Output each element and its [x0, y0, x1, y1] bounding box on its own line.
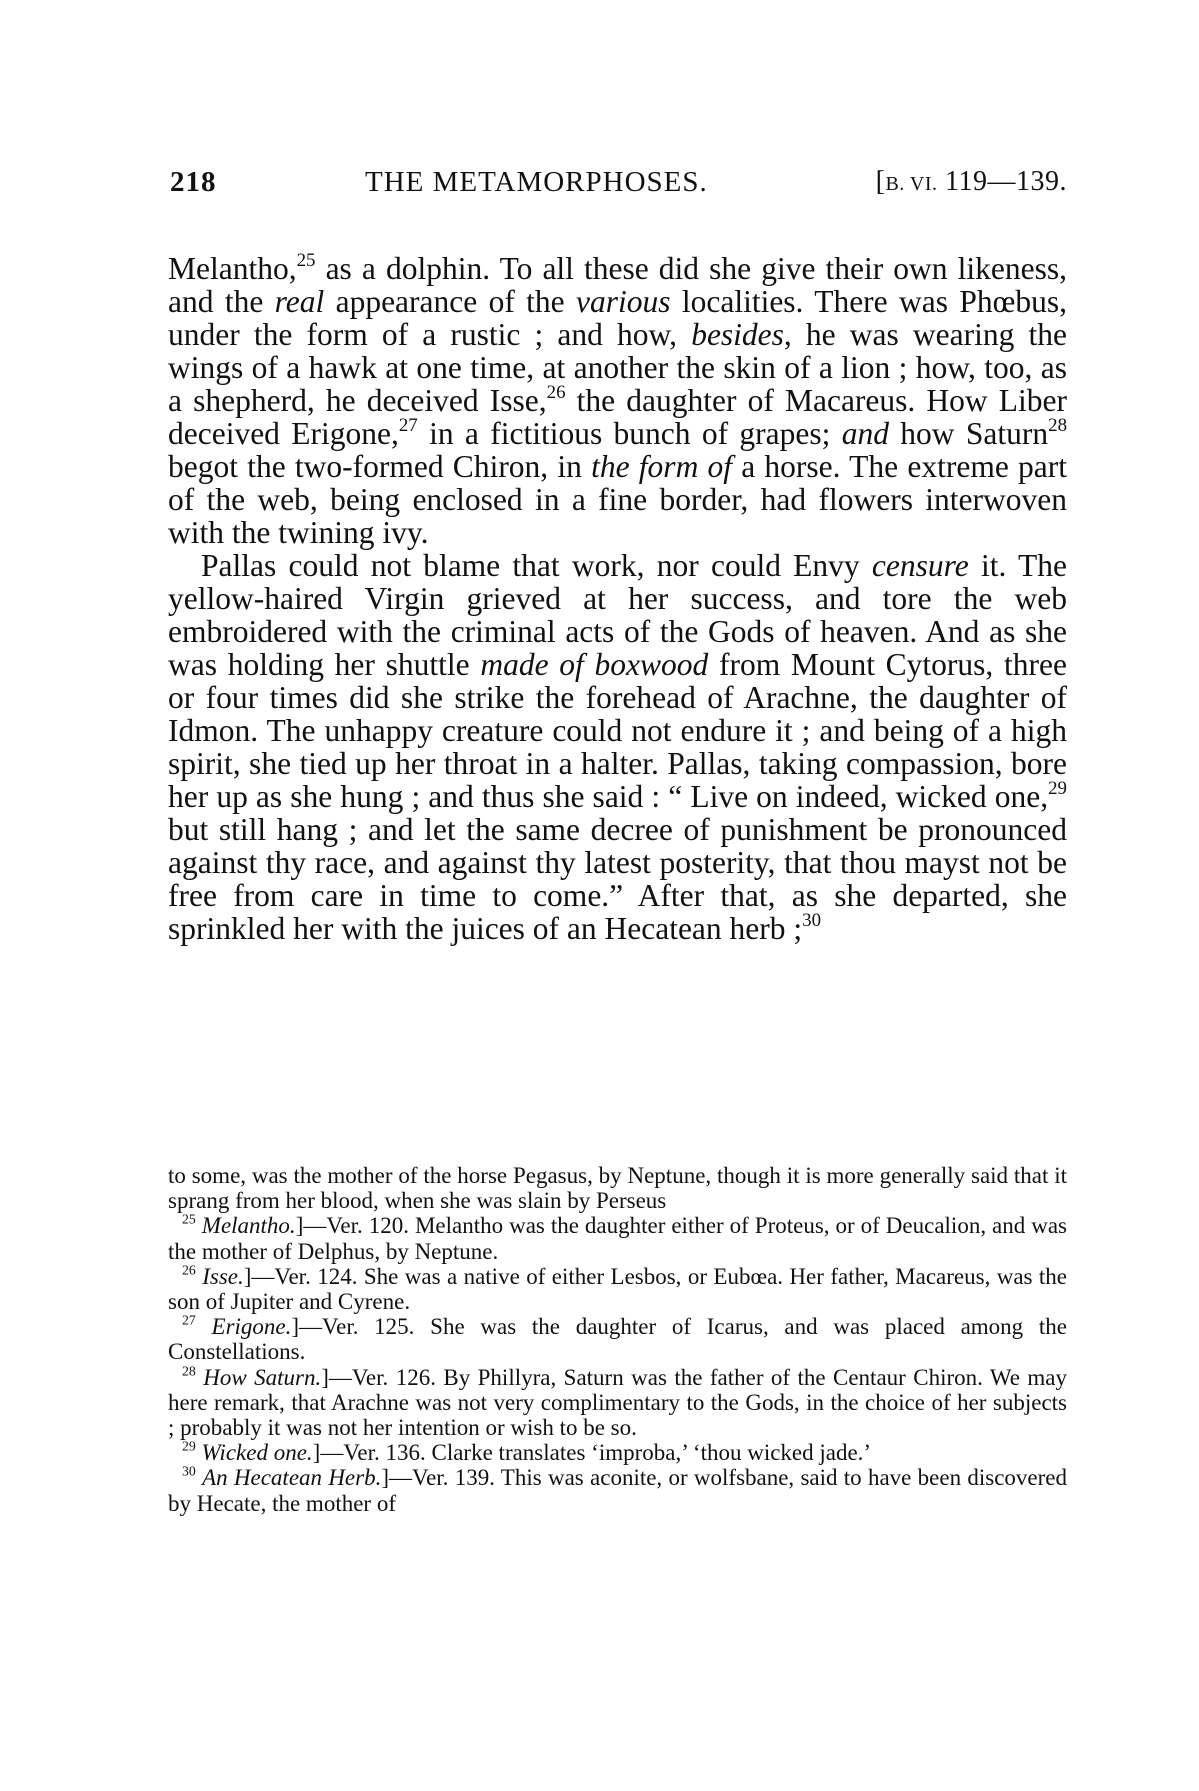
footnote-reference: 30 [802, 909, 822, 931]
text-run: appearance of the [324, 284, 576, 319]
text-run: it. The yellow-haired Virgin grieved at her success, and tore the web embroidered with the criminal acts of the Gods of heaven. And as she was holding her shuttle [168, 548, 1067, 682]
text-run: ]—Ver. 120. Melantho was the daughter either of Proteus, or of Deucalion, and was the mother of Delphus, by Neptune. [168, 1213, 1067, 1264]
italic-text: How Saturn. [203, 1364, 322, 1390]
text-run: ]—Ver. 124. She was a native of either Lesbos, or Eubœa. Her father, Macareus, was the son of Jupiter and Cyrene. [168, 1263, 1068, 1315]
text-run: to some, was the mother of the horse Pegasus, by Neptune, though it is more generally said that it sprang from her blood, when she was slain by Perseus [168, 1163, 1067, 1214]
italic-text: Isse. [202, 1263, 244, 1289]
text-run: localities. There was Phœbus, under the form of a rustic ; and how, [168, 284, 1067, 352]
text-run: ]—Ver. 125. She was the daughter of Icarus, and was placed among the Constellations. [168, 1314, 1067, 1365]
footnote-reference: 29 [182, 1438, 196, 1454]
italic-text: censure [871, 548, 969, 583]
footnote-reference: 25 [182, 1211, 196, 1227]
footnote [168, 1163, 1067, 1213]
text-run: begot the two-formed Chiron, in [168, 449, 592, 484]
footnote-reference: 28 [1048, 414, 1068, 436]
footnote [168, 1362, 1067, 1441]
footnote [168, 1465, 1067, 1515]
footnotes [168, 1163, 1067, 1516]
footnote [168, 1314, 1067, 1364]
italic-text: Erigone. [211, 1314, 292, 1340]
footnote-reference: 26 [182, 1262, 196, 1278]
body-paragraph [168, 549, 1067, 945]
footnote-reference: 30 [182, 1463, 196, 1479]
footnote-reference: 26 [546, 381, 566, 403]
italic-text: real [274, 284, 325, 319]
body-paragraph [168, 249, 1068, 550]
text-run: a horse. The extreme part of the web, being enclosed in a fine border, had flowers interwoven with the twining ivy. [168, 449, 1067, 550]
text-run: ]—Ver. 126. By Phillyra, Saturn was the father of the Centaur Chiron. We may here remark, that Arachne was not very complimentary to the Gods, in the choice of her subjects ; probably it was not her intention or wish to be so. [168, 1364, 1067, 1441]
footnote-reference: 27 [398, 414, 418, 436]
footnote [168, 1213, 1067, 1263]
range-lines: 119—139. [937, 166, 1067, 197]
text-run: as a dolphin. To all these did she give their own likeness, and the [168, 251, 1067, 319]
footnote [168, 1264, 1067, 1314]
text-run: , he was wearing the wings of a hawk at one time, at another the skin of a lion ; how, too, as a shepherd, he deceived Isse, [168, 317, 1067, 418]
italic-text: besides [691, 317, 784, 352]
range-book: B. VI. [885, 173, 938, 195]
main-text [168, 249, 1068, 946]
text-run: but still hang ; and let the same decree of punishment be pronounced against thy race, and against thy latest posterity, that thou mayst not be free from care in time to come.” After that, as she departed, she sprinkled her with the juices of an Hecatean herb ; [168, 812, 1067, 946]
footnote-reference: 25 [296, 249, 316, 271]
footnote [168, 1440, 1067, 1465]
text-run: in a fictitious bunch of grapes; [417, 416, 842, 451]
range-bracket: [ [875, 166, 886, 197]
footnote-reference: 27 [182, 1312, 196, 1328]
text-run: the daughter of Macareus. How Liber deceived Erigone, [168, 383, 1067, 451]
italic-text: Melantho. [201, 1213, 296, 1239]
italic-text: various [576, 284, 671, 319]
text-run: ]—Ver. 139. This was aconite, or wolfsbane, said to have been discovered by Hecate, the mother of [168, 1465, 1067, 1516]
italic-text: made of boxwood [480, 647, 709, 682]
text-run: how Saturn [888, 416, 1049, 451]
book-title: THE METAMORPHOSES. [365, 166, 708, 198]
text-run: ]—Ver. 136. Clarke translates ‘improba,’ ‘thou wicked jade.’ [312, 1440, 872, 1466]
footnote-reference: 29 [1048, 777, 1067, 799]
text-run: Melantho, [168, 251, 297, 286]
text-run: from Mount Cytorus, three or four times did she strike the forehead of Arachne, the daughter of Idmon. The unhappy creature could not endure it ; and being of a high spirit, she tied up her throat in a halter. Pallas, taking compassion, bore her up as she hung ; and thus she said : “ Live on indeed, wicked one, [168, 647, 1067, 814]
text-run [196, 1314, 212, 1339]
italic-text: Wicked one. [201, 1440, 313, 1466]
running-head [168, 164, 1067, 200]
text-run: Pallas could not blame that work, nor could Envy [201, 548, 872, 583]
book-line-range [876, 164, 1067, 202]
page-number: 218 [170, 166, 217, 198]
italic-text: An Hecatean Herb. [202, 1465, 382, 1491]
footnote-reference: 28 [182, 1362, 196, 1378]
italic-text: and [841, 416, 889, 451]
italic-text: the form of [591, 449, 733, 484]
